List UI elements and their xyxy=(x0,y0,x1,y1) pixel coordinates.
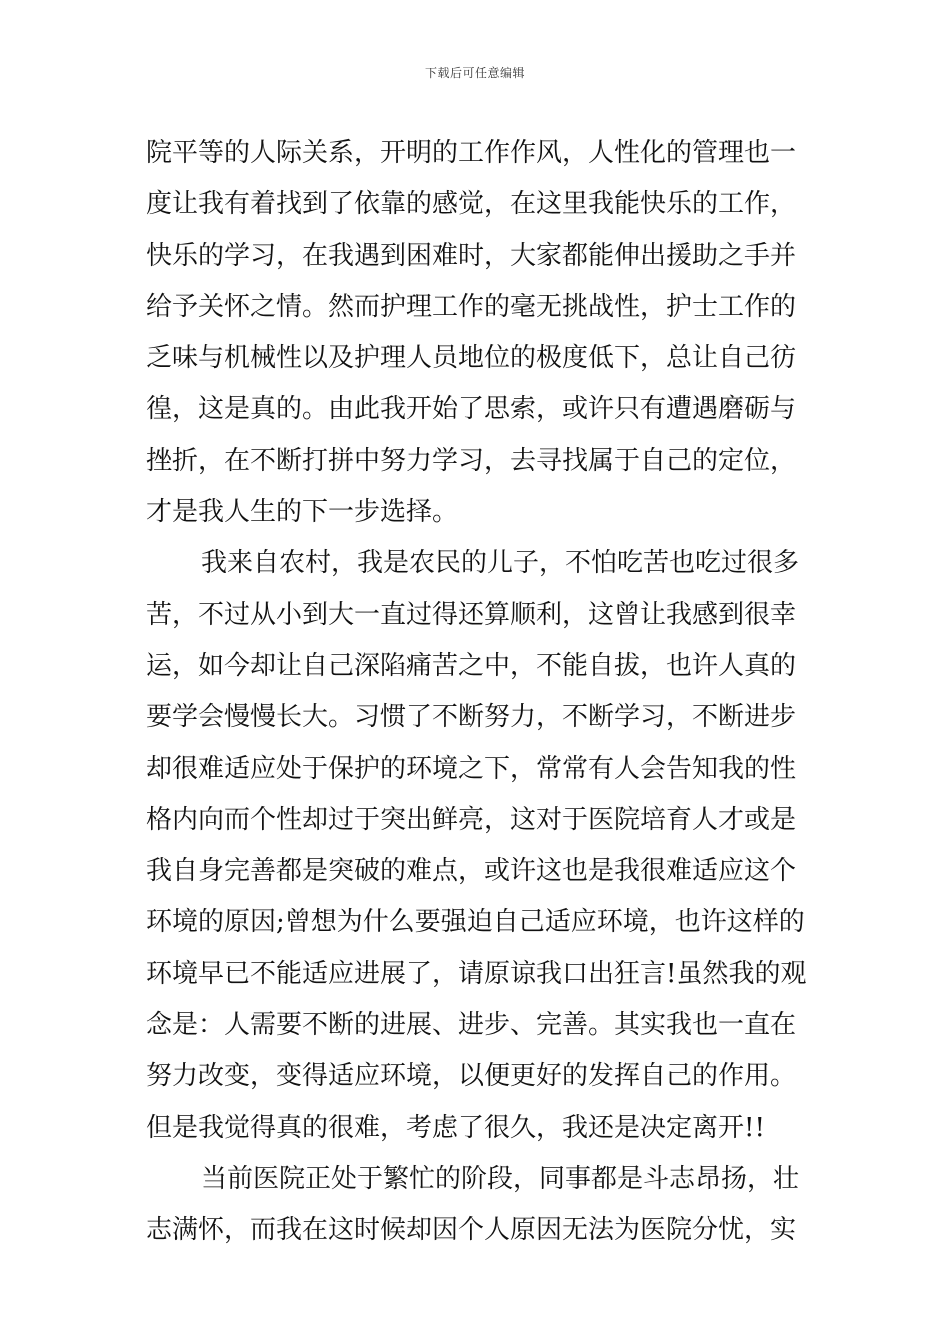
text-line: 才是我人生的下一步选择。 xyxy=(146,497,459,528)
text-line: 但是我觉得真的很难，考虑了很久，我还是决定离开!! xyxy=(146,1112,765,1143)
text-line: 苦，不过从小到大一直过得还算顺利，这曾让我感到很幸 xyxy=(146,599,797,630)
text-line: 环境早已不能适应进展了，请原谅我口出狂言!虽然我的观 xyxy=(146,958,807,989)
paragraph-start-line: 当前医院正处于繁忙的阶段，同事都是斗志昂扬，壮 xyxy=(201,1163,800,1194)
text-line: 却很难适应处于保护的环境之下，常常有人会告知我的性 xyxy=(146,753,797,784)
text-line: 我自身完善都是突破的难点，或许这也是我很难适应这个 xyxy=(146,856,797,887)
document-body xyxy=(146,128,808,1257)
paragraph-start-line: 我来自农村，我是农民的儿子，不怕吃苦也吃过很多 xyxy=(201,548,800,579)
text-line: 快乐的学习，在我遇到困难时，大家都能伸出援助之手并 xyxy=(146,240,797,271)
text-line: 挫折，在不断打拼中努力学习，去寻找属于自己的定位， xyxy=(146,445,797,476)
text-line: 努力改变，变得适应环境，以便更好的发挥自己的作用。 xyxy=(146,1061,797,1092)
text-line: 念是：人需要不断的进展、进步、完善。其实我也一直在 xyxy=(146,1010,797,1041)
text-line: 格内向而个性却过于突出鲜亮，这对于医院培育人才或是 xyxy=(146,804,797,835)
text-line: 运，如今却让自己深陷痛苦之中，不能自拔，也许人真的 xyxy=(146,650,797,681)
text-line: 院平等的人际关系，开明的工作作风，人性化的管理也一 xyxy=(146,138,797,168)
page-header: 下载后可任意编辑 xyxy=(424,66,525,80)
text-line: 环境的原因;曾想为什么要强迫自己适应环境，也许这样的 xyxy=(146,907,805,938)
text-line: 乏味与机械性以及护理人员地位的极度低下，总让自己彷 xyxy=(146,343,797,374)
text-line: 要学会慢慢长大。习惯了不断努力，不断学习，不断进步 xyxy=(146,702,797,733)
text-line: 志满怀，而我在这时候却因个人原因无法为医院分忧，实 xyxy=(146,1215,797,1246)
text-line: 徨，这是真的。由此我开始了思索，或许只有遭遇磨砺与 xyxy=(146,394,797,425)
text-line: 度让我有着找到了依靠的感觉，在这里我能快乐的工作， xyxy=(146,189,797,220)
text-line: 给予关怀之情。然而护理工作的毫无挑战性，护士工作的 xyxy=(146,291,797,322)
